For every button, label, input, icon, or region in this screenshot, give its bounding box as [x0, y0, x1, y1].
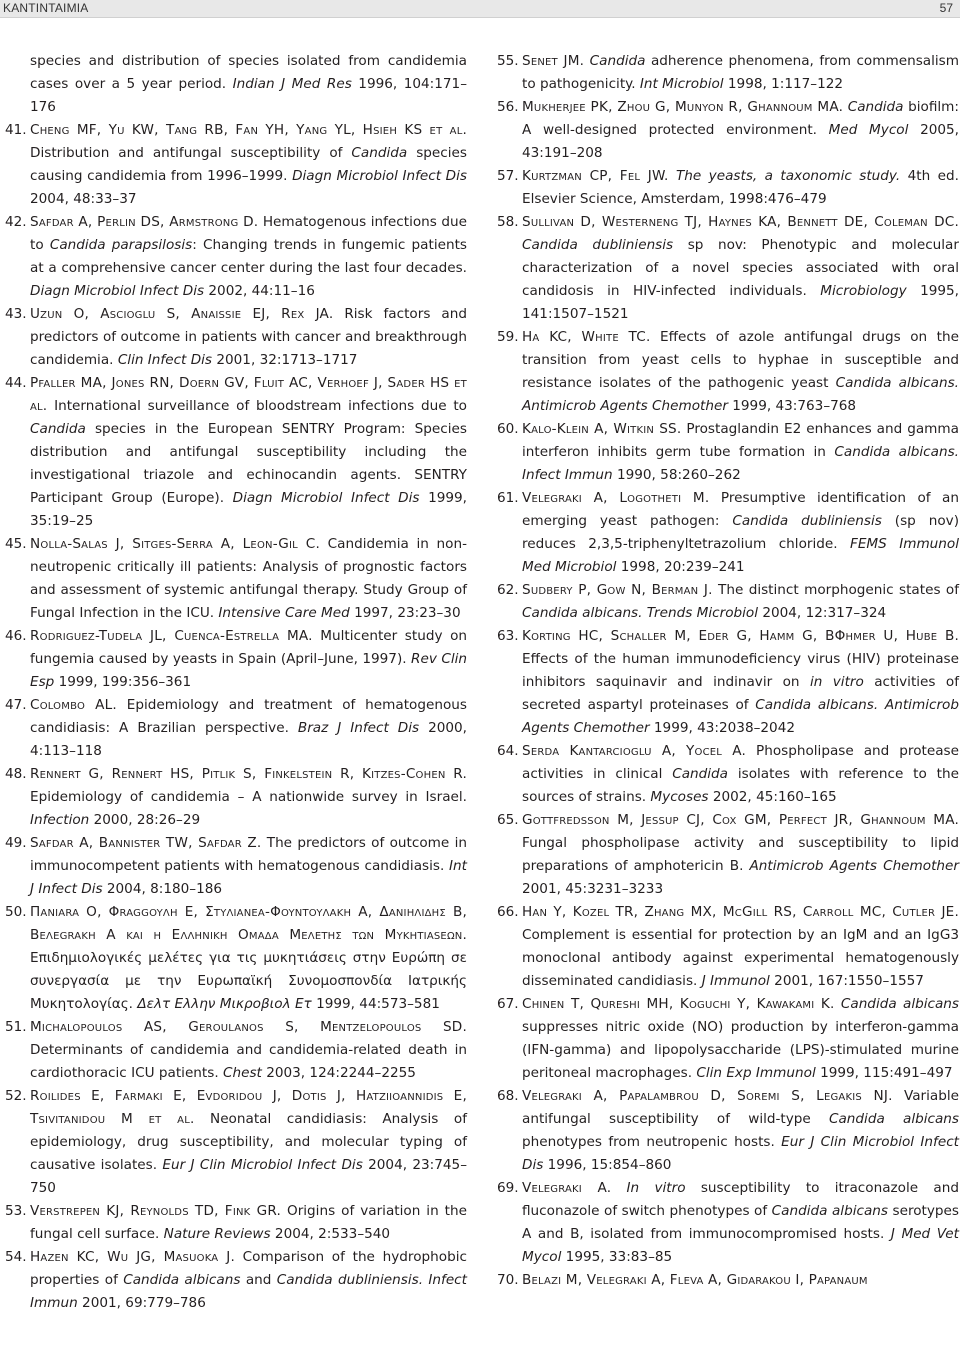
reference-text: Variable antifungal susceptibility of wild-type: [522, 1088, 959, 1127]
running-title: ΚΑΝΤΙΝΤΑΙΜΙΑ: [3, 1, 89, 15]
reference-authors: Pfaller MA, Jones RN, Doern GV, Fluit AC, Verhoef J, Sader HS et al.: [30, 375, 467, 414]
journal-title: Candida dubliniensis: [732, 513, 882, 529]
reference-authors: Han Y, Kozel TR, Zhang MX, McGill RS, Carroll MC, Cutler JE.: [522, 904, 959, 920]
reference-authors: Πaniara O, Φraggoyλh E, Στyλianea-Φoyntoyλakh A, Δanihλiδhς B, Beλegrakh A kai h Eλλhnikh Omaδa Meλethς των Mykhtiasεων.: [30, 904, 467, 943]
reference-number: 46.: [5, 628, 27, 644]
journal-title: Eur J Clin Microbiol Infect Dis: [522, 1134, 959, 1173]
reference-authors: Chinen T, Qureshi MH, Koguchi Y, Kawakami K.: [522, 996, 835, 1012]
reference-number: 60.: [497, 421, 519, 437]
journal-title: Δελτ Ελλην Μικροβιολ Ετ: [137, 996, 312, 1012]
reference-entry: [5, 1200, 467, 1246]
reference-authors: Safdar A, Bannister TW, Safdar Z.: [30, 835, 262, 851]
reference-text: 1998, 1:117–122: [723, 76, 844, 92]
reference-number: 61.: [497, 490, 519, 506]
reference-entry: [497, 211, 959, 326]
reference-authors: Serda Kantarcioglu A, Yocel A.: [522, 743, 747, 759]
reference-text: Candidemia in non-neutropenic critically ill patients: Analysis of prognostic factors and assessment of systemic antifungal therapy. Study Group of Fungal Infection in the ICU.: [30, 536, 467, 621]
reference-text: (sp nov) reduces 2,3,5-triphenyltetrazolium chloride.: [522, 513, 959, 552]
reference-entry: [5, 694, 467, 763]
reference-authors: Colombo AL.: [30, 697, 117, 713]
reference-text: Επιδημιολογικές μελέτες για τις μυκητιάσεις στην Ευρώπη σε συνεργασία με την Ευρωπαϊκή Συνομοσπονδία Ιατρικής Μυκητολογίας.: [30, 950, 467, 1012]
journal-title: Candida: [30, 421, 86, 437]
reference-text: 1996, 104:171–176: [30, 76, 468, 115]
reference-text: Origins of variation in the fungal cell surface.: [30, 1203, 467, 1242]
reference-text: [611, 1180, 626, 1196]
reference-text: 2002, 45:160–165: [708, 789, 837, 805]
reference-number: 52.: [5, 1088, 27, 1104]
reference-authors: Senet JM.: [522, 53, 585, 69]
reference-entry: [497, 625, 959, 740]
reference-entry: [497, 901, 959, 993]
journal-title: Candida dubliniensis. Infect Immun: [30, 1272, 467, 1311]
reference-number: 69.: [497, 1180, 519, 1196]
reference-entry: [5, 211, 467, 303]
reference-text: : Changing trends in fungemic patients at a comprehensive cancer center during the last four decades.: [30, 237, 467, 276]
reference-text: Risk factors and predictors of outcome in patients with cancer and breakthrough candidemia.: [30, 306, 467, 368]
reference-authors: Roilides E, Farmaki E, Evdoridou J, Dotis J, Hatziioannidis E, Tsivitanidou M et al.: [30, 1088, 467, 1127]
reference-number: 51.: [5, 1019, 27, 1035]
journal-title: Antimicrob Agents Chemother: [749, 858, 959, 874]
reference-authors: Sullivan D, Westerneng TJ, Haynes KA, Bennett DE, Coleman DC.: [522, 214, 959, 230]
reference-text: species and distribution of species isolated from candidemia cases over a 5 year period.: [30, 53, 467, 92]
reference-text: isolates with reference to the sources of strains.: [522, 766, 959, 805]
reference-text: Epidemiology of candidemia – A nationwide survey in Israel.: [30, 789, 467, 805]
reference-text: 2004, 12:317–324: [758, 605, 887, 621]
reference-number: 45.: [5, 536, 27, 552]
journal-title: Int J Infect Dis: [30, 858, 467, 897]
reference-entry: [5, 832, 467, 901]
reference-number: 62.: [497, 582, 519, 598]
journal-title: Candida albicans. Antimicrob Agents Chemother: [522, 697, 959, 736]
reference-text: Distribution and antifungal susceptibility of: [30, 145, 352, 161]
journal-title: FEMS Immunol Med Microbiol: [522, 536, 960, 575]
reference-authors: Verstrepen KJ, Reynolds TD, Fink GR.: [30, 1203, 282, 1219]
reference-number: 42.: [5, 214, 27, 230]
reference-authors: Belazi M, Velegraki A, Fleva A, Gidarakou I, Papanaum: [522, 1272, 868, 1288]
journal-title: Eur J Clin Microbiol Infect Dis: [162, 1157, 363, 1173]
reference-authors: Michalopoulos AS, Geroulanos S, Mentzelopoulos SD.: [30, 1019, 467, 1035]
reference-entry: [5, 901, 467, 1016]
journal-title: Candida albicans. Infect Immun: [522, 444, 959, 483]
reference-text: Prostaglandin E2 enhances and gamma interferon inhibits germ tube formation in: [522, 421, 959, 460]
reference-text: 1999, 43:2038–2042: [649, 720, 796, 736]
reference-entry: [497, 165, 959, 211]
reference-text: Effects of azole antifungal drugs on the transition from yeast cells to hyphae in susceptible and resistance isolates of the pathogenic yeast: [522, 329, 959, 391]
reference-number: 59.: [497, 329, 519, 345]
reference-number: 58.: [497, 214, 519, 230]
reference-text: 2001, 45:3231–3233: [522, 881, 664, 897]
reference-text: 2004, 23:745–750: [30, 1157, 467, 1196]
reference-text: 2000, 28:26–29: [89, 812, 201, 828]
reference-entry: [497, 418, 959, 487]
reference-text: suppresses nitric oxide (NO) production by interferon-gamma (IFN-gamma) and lipopolysaccharide (LPS)-stimulated murine peritoneal macrophages.: [522, 1019, 959, 1081]
reference-authors: Nolla-Salas J, Sitges-Serra A, Leon-Gil C.: [30, 536, 321, 552]
journal-title: Candida albicans: [828, 1111, 960, 1127]
reference-authors: Velegraki A.: [522, 1180, 612, 1196]
journal-title: Diagn Microbiol Infect Dis: [292, 168, 467, 184]
reference-authors: Safdar A, Perlin DS, Armstrong D.: [30, 214, 259, 230]
reference-entry: [5, 1246, 467, 1315]
journal-title: J Immunol: [701, 973, 770, 989]
reference-text: Neonatal candidiasis: Analysis of epidemiology, drug susceptibility, and molecular typing of causative isolates.: [30, 1111, 467, 1173]
reference-entry: [5, 625, 467, 694]
reference-authors: Velegraki A, Logotheti M.: [522, 490, 710, 506]
journal-title: J Med Vet Mycol: [522, 1226, 959, 1265]
reference-text: 1998, 20:239–241: [616, 559, 745, 575]
journal-title: Candida: [589, 53, 646, 69]
reference-entry: [497, 1269, 959, 1292]
reference-text: 1997, 23:23–30: [349, 605, 461, 621]
reference-text: Effects of the human immunodeficiency virus (HIV) proteinase inhibitors saquinavir and indinavir on: [522, 651, 959, 690]
reference-number: 56.: [497, 99, 519, 115]
reference-number: 54.: [5, 1249, 27, 1265]
reference-entry: [497, 740, 959, 809]
reference-text: 1990, 58:260–262: [612, 467, 741, 483]
reference-number: 65.: [497, 812, 519, 828]
reference-entry: [497, 50, 959, 96]
reference-authors: Kalo-Klein A, Witkin SS.: [522, 421, 682, 437]
reference-number: 68.: [497, 1088, 519, 1104]
reference-entry: [497, 326, 959, 418]
reference-entry: [497, 96, 959, 165]
reference-text: 2001, 167:1550–1557: [769, 973, 924, 989]
journal-title: Indian J Med Res: [232, 76, 352, 92]
reference-entry: [497, 1085, 959, 1177]
reference-number: 55.: [497, 53, 519, 69]
reference-number: 57.: [497, 168, 519, 184]
journal-title: Candida albicans: [840, 996, 960, 1012]
reference-authors: Mukherjee PK, Zhou G, Munyon R, Ghannoum MA.: [522, 99, 844, 115]
journal-title: Clin Exp Immunol: [696, 1065, 816, 1081]
reference-text: 1999, 115:491–497: [815, 1065, 953, 1081]
reference-number: 43.: [5, 306, 27, 322]
reference-text: 2004, 48:33–37: [30, 191, 137, 207]
reference-text: 2003, 124:2244–2255: [261, 1065, 416, 1081]
journal-title: Candida albicans: [771, 1203, 888, 1219]
journal-title: Nature Reviews: [163, 1226, 271, 1242]
reference-authors: Hazen KC, Wu JG, Masuoka J.: [30, 1249, 235, 1265]
reference-entry: [5, 533, 467, 625]
reference-authors: Sudbery P, Gow N, Berman J.: [522, 582, 713, 598]
journal-title: Infection: [30, 812, 90, 828]
journal-title: Candida albicans. Trends Microbiol: [522, 605, 759, 621]
journal-title: Int Microbiol: [639, 76, 724, 92]
reference-text: 2001, 69:779–786: [77, 1295, 206, 1311]
left-reference-column: [5, 50, 467, 1315]
reference-text: Complement is essential for protection by an IgM and an IgG3 monoclonal antibody against experimental hematogenously disseminated candidiasis.: [522, 927, 959, 989]
reference-entry: [5, 50, 467, 119]
page-number: 57: [939, 1, 953, 15]
reference-entry: [497, 993, 959, 1085]
reference-text: Multicenter study on fungemia caused by yeasts in Spain (April–June, 1997).: [30, 628, 467, 667]
reference-text: Determinants of candidemia and candidemia-related death in cardiothoracic ICU patients.: [30, 1042, 467, 1081]
reference-text: 1999, 199:356–361: [54, 674, 192, 690]
reference-number: 66.: [497, 904, 519, 920]
reference-text: International surveillance of bloodstream infections due to: [47, 398, 467, 414]
reference-authors: Velegraki A, Papalambrou D, Soremi S, Legakis NJ.: [522, 1088, 893, 1104]
reference-text: phenotypes from neutropenic hosts.: [522, 1134, 782, 1150]
reference-text: [669, 168, 676, 184]
right-reference-column: [497, 50, 959, 1292]
journal-title: Candida: [847, 99, 904, 115]
reference-authors: Ha KC, White TC.: [522, 329, 651, 345]
reference-number: 48.: [5, 766, 27, 782]
reference-entry: [497, 487, 959, 579]
reference-number: 70.: [497, 1272, 519, 1288]
reference-entry: [497, 579, 959, 625]
reference-entry: [5, 1016, 467, 1085]
reference-number: 53.: [5, 1203, 27, 1219]
journal-title: in vitro: [809, 674, 864, 690]
reference-text: 2001, 32:1713–1717: [212, 352, 358, 368]
reference-text: Comparison of the hydrophobic properties of: [30, 1249, 467, 1288]
reference-authors: Uzun O, Ascioglu S, Anaissie EJ, Rex JA.: [30, 306, 334, 322]
reference-entry: [5, 372, 467, 533]
reference-text: The distinct morphogenic states of: [712, 582, 959, 598]
reference-text: 2002, 44:11–16: [204, 283, 315, 299]
journal-title: Med Mycol: [828, 122, 909, 138]
reference-entry: [497, 809, 959, 901]
reference-text: species in the European SENTRY Program: Species distribution and antifungal susceptibility including the investigational triazole and echinocandin agents. SENTRY Participant Group (Europe).: [30, 421, 467, 506]
reference-text: 1996, 15:854–860: [543, 1157, 672, 1173]
journal-title: Candida albicans: [123, 1272, 241, 1288]
reference-text: Epidemiology and treatment of hematogenous candidiasis: A Brazilian perspective.: [30, 697, 467, 736]
reference-authors: Gottfredsson M, Jessup CJ, Cox GM, Perfect JR, Ghannoum MA.: [522, 812, 959, 828]
reference-authors: Cheng MF, Yu KW, Tang RB, Fan YH, Yang YL, Hsieh KS et al.: [30, 122, 467, 138]
reference-number: 44.: [5, 375, 27, 391]
journal-title: Braz J Infect Dis: [297, 720, 420, 736]
journal-title: In vitro: [626, 1180, 686, 1196]
reference-text: species causing candidemia from 1996–1999.: [30, 145, 467, 184]
reference-text: sp nov: Phenotypic and molecular characterization of a novel species associated with oral candidosis in HIV-infected individuals.: [522, 237, 959, 299]
reference-text: 2005, 43:191–208: [522, 122, 959, 161]
reference-entry: [497, 1177, 959, 1269]
reference-number: 50.: [5, 904, 27, 920]
reference-entry: [5, 1085, 467, 1200]
reference-number: 63.: [497, 628, 519, 644]
reference-text: 1999, 43:763–768: [727, 398, 857, 414]
journal-title: Rev Clin Esp: [30, 651, 467, 690]
reference-text: susceptibility to itraconazole and fluconazole of switch phenotypes of: [522, 1180, 959, 1219]
reference-text: adherence phenomena, from commensalism to pathogenicity.: [522, 53, 959, 92]
journal-title: Diagn Microbiol Infect Dis: [232, 490, 420, 506]
reference-text: 1995, 141:1507–1521: [522, 283, 959, 322]
reference-text: 1999, 35:19–25: [30, 490, 467, 529]
reference-authors: Kurtzman CP, Fel JW.: [522, 168, 669, 184]
reference-text: 4th ed. Elsevier Science, Amsterdam, 1998:476–479: [522, 168, 959, 207]
reference-text: Presumptive identification of an emerging yeast pathogen:: [522, 490, 959, 529]
reference-text: activities of secreted aspartyl proteinases of: [522, 674, 959, 713]
reference-number: 41.: [5, 122, 27, 138]
reference-number: 47.: [5, 697, 27, 713]
reference-text: 2004, 8:180–186: [102, 881, 223, 897]
reference-text: Hematogenous infections due to: [30, 214, 467, 253]
journal-title: Candida dubliniensis: [522, 237, 674, 253]
reference-entry: [5, 763, 467, 832]
journal-title: Microbiology: [820, 283, 907, 299]
journal-title: Candida: [672, 766, 729, 782]
reference-entry: [5, 119, 467, 211]
journal-title: Clin Infect Dis: [117, 352, 213, 368]
reference-number: 49.: [5, 835, 27, 851]
journal-title: Diagn Microbiol Infect Dis: [30, 283, 205, 299]
reference-authors: Rodriguez-Tudela JL, Cuenca-Estrella MA.: [30, 628, 313, 644]
running-header: [0, 0, 960, 18]
reference-authors: Korting HC, Schaller M, Eder G, Hamm G, BΦhmer U, Hube B.: [522, 628, 959, 644]
reference-text: 1995, 33:83–85: [561, 1249, 673, 1265]
journal-title: Chest: [222, 1065, 262, 1081]
reference-entry: [5, 303, 467, 372]
reference-number: 64.: [497, 743, 519, 759]
reference-text: and: [240, 1272, 277, 1288]
reference-text: Phospholipase and protease activities in clinical: [522, 743, 959, 782]
reference-text: 2000, 4:113–118: [30, 720, 467, 759]
reference-text: 1999, 44:573–581: [311, 996, 440, 1012]
journal-title: Intensive Care Med: [218, 605, 350, 621]
journal-title: Mycoses: [650, 789, 709, 805]
journal-title: Candida: [351, 145, 408, 161]
reference-text: The predictors of outcome in immunocompetent patients with hematogenous candidiasis.: [30, 835, 467, 874]
reference-text: Fungal phospholipase activity and susceptibility to lipid preparations of amphotericin B.: [522, 835, 959, 874]
reference-text: serotypes A and B, isolated from immunocompromised hosts.: [522, 1203, 959, 1242]
journal-title: The yeasts, a taxonomic study.: [675, 168, 901, 184]
reference-number: 67.: [497, 996, 519, 1012]
journal-title: Candida albicans. Antimicrob Agents Chemother: [522, 375, 959, 414]
reference-text: biofilm: A well-designed protected environment.: [522, 99, 959, 138]
reference-text: 2004, 2:533–540: [270, 1226, 391, 1242]
reference-authors: Rennert G, Rennert HS, Pitlik S, Finkelstein R, Kitzes-Cohen R.: [30, 766, 467, 782]
journal-title: Candida parapsilosis: [49, 237, 193, 253]
